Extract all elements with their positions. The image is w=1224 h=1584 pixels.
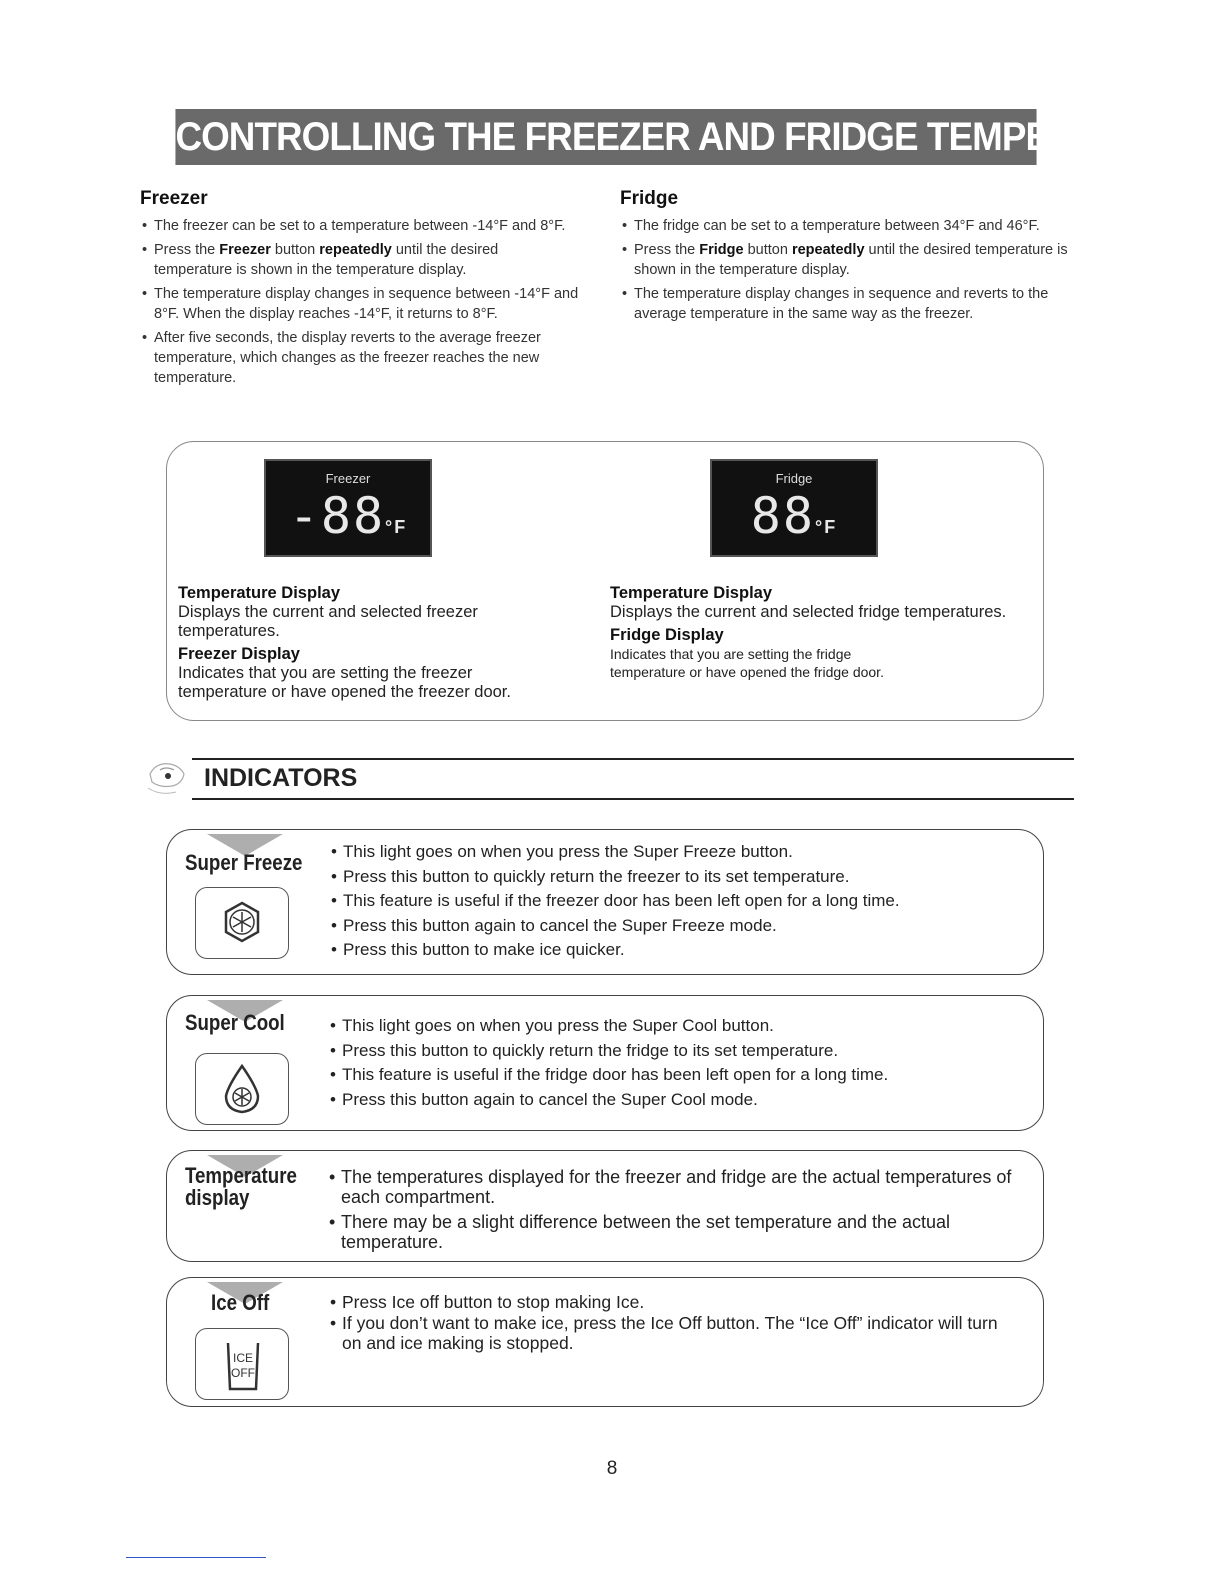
temperature-display-heading-line2: display: [185, 1185, 250, 1210]
indicators-rule-bottom: [192, 798, 1074, 800]
fridge-lcd-digits: 88: [750, 487, 815, 545]
bottom-link-line: [126, 1557, 266, 1558]
super-cool-bullets: [330, 1014, 1020, 1112]
freezer-bullet-3: [140, 284, 580, 324]
ice-off-bullets: [330, 1292, 1020, 1354]
freezer-bullet-2-mid: button: [270, 242, 320, 258]
ice-off-button[interactable]: [195, 1328, 289, 1400]
freezer-display-description: Indicates that you are setting the freezer temperature or have opened the freezer door.: [178, 664, 511, 701]
super-cool-card: [166, 995, 1044, 1131]
fridge-display-description: Indicates that you are setting the fridge temperature or have opened the fridge door.: [610, 646, 884, 680]
fridge-bullet-2-bold2: repeatedly: [791, 242, 865, 258]
super-cool-bullet: • Press this button to quickly return the fridge to its set temperature.: [330, 1039, 1020, 1064]
display-panel: [166, 441, 1044, 721]
super-freeze-bullet: • Press this button again to cancel the Super Freeze mode.: [331, 914, 1021, 939]
freezer-bullets: [140, 216, 580, 388]
super-cool-bullet: • This feature is useful if the fridge door has been left open for a long time.: [330, 1063, 1020, 1088]
freezer-bullet-2-bold2: repeatedly: [319, 242, 392, 258]
freezer-heading: Freezer: [140, 188, 208, 209]
freezer-bullet-2: [140, 240, 580, 280]
fridge-bullet-3-text: The temperature display changes in sequence and reverts to the average temperature in the same way as the freezer.: [634, 286, 1049, 322]
freezer-bullet-1: [140, 216, 580, 236]
super-cool-bullet: • This light goes on when you press the Super Cool button.: [330, 1014, 1020, 1039]
fridge-temp-display-heading: Temperature Display: [610, 584, 773, 602]
super-freeze-bullets: [331, 840, 1021, 963]
temperature-display-bullets: [329, 1167, 1024, 1257]
indicators-rule-top: [192, 758, 1074, 760]
fridge-bullet-2: [620, 240, 1075, 280]
ice-off-bullet: • Press Ice off button to stop making Ice.: [330, 1292, 1020, 1312]
freezer-lcd-digits: -88: [288, 487, 386, 545]
snowflake-icon: [196, 888, 288, 958]
super-cool-bullet: • Press this button again to cancel the Super Cool mode.: [330, 1088, 1020, 1113]
freezer-lcd: [264, 459, 432, 557]
off-icon-text: OFF: [231, 1366, 255, 1380]
freezer-bullet-2-post: until the desired temperature is shown in the temperature display.: [154, 242, 499, 278]
page-number: 8: [606, 1458, 618, 1479]
fridge-lcd-unit: °F: [815, 517, 838, 537]
super-freeze-button[interactable]: [195, 887, 289, 959]
ice-off-bullet: • If you don’t want to make ice, press the Ice Off button. The “Ice Off” indicator will turn on and ice making is stopped.: [330, 1313, 1020, 1353]
fridge-column: [620, 188, 1075, 328]
ice-cup-icon: [196, 1329, 288, 1399]
freezer-lcd-label: Freezer: [325, 471, 371, 486]
freezer-display-text: [178, 584, 538, 702]
fridge-temp-display-text: Displays the current and selected fridge temperatures.: [610, 603, 1007, 621]
freezer-bullet-4-text: After five seconds, the display reverts to the average freezer temperature, which changes as the freezer reaches the new temperature.: [154, 330, 541, 386]
freezer-temp-display-heading: Temperature Display: [178, 584, 341, 602]
fridge-bullet-1: [620, 216, 1075, 236]
super-cool-heading: Super Cool: [185, 1010, 285, 1035]
super-freeze-bullet: • Press this button to make ice quicker.: [331, 938, 1021, 963]
freezer-bullet-2-bold1: Freezer: [219, 242, 271, 258]
fridge-lcd: [710, 459, 878, 557]
ice-off-card: [166, 1277, 1044, 1407]
fridge-bullet-3: [620, 284, 1075, 324]
freezer-bullet-3-text: The temperature display changes in sequence between -14°F and 8°F. When the display reaches -14°F, it returns to 8°F.: [154, 286, 579, 322]
super-freeze-bullet: • This feature is useful if the freezer door has been left open for a long time.: [331, 889, 1021, 914]
indicators-title: INDICATORS: [204, 764, 358, 792]
fridge-bullet-1-text: The fridge can be set to a temperature between 34°F and 46°F.: [634, 218, 1040, 234]
super-freeze-card: [166, 829, 1044, 975]
fridge-bullets: [620, 216, 1075, 324]
fridge-lcd-value: [712, 487, 876, 545]
temperature-display-card: [166, 1150, 1044, 1262]
temperature-display-bullet: • The temperatures displayed for the freezer and fridge are the actual temperatures of each compartment.: [329, 1167, 1024, 1207]
super-freeze-bullet: • This light goes on when you press the Super Freeze button.: [331, 840, 1021, 865]
freezer-bullet-1-text: The freezer can be set to a temperature between -14°F and 8°F.: [154, 218, 566, 234]
super-cool-button[interactable]: [195, 1053, 289, 1125]
fridge-bullet-2-mid: button: [743, 242, 792, 258]
temperature-display-heading: [185, 1165, 297, 1209]
temperature-display-heading-line1: Temperature: [185, 1163, 297, 1188]
fridge-lcd-label: Fridge: [775, 471, 813, 486]
freezer-lcd-value: [266, 487, 430, 545]
freezer-column: [140, 188, 580, 392]
ice-icon-text: ICE: [232, 1351, 254, 1365]
temperature-display-bullet: • There may be a slight difference between the set temperature and the actual temperature.: [329, 1212, 1024, 1252]
fridge-heading: Fridge: [620, 188, 679, 209]
fridge-display-heading: Fridge Display: [610, 626, 724, 644]
freezer-lcd-unit: °F: [385, 517, 408, 537]
page-banner-title: CONTROLLING THE FREEZER AND FRIDGE TEMPERATURES: [175, 109, 1036, 165]
freezer-bullet-2-pre: Press the: [154, 242, 220, 258]
super-freeze-heading: Super Freeze: [185, 850, 303, 875]
fridge-bullet-2-bold1: Fridge: [699, 242, 744, 258]
super-freeze-bullet: • Press this button to quickly return the freezer to its set temperature.: [331, 865, 1021, 890]
fridge-bullet-2-pre: Press the: [634, 242, 700, 258]
ice-off-heading: Ice Off: [211, 1290, 270, 1315]
fridge-display-text: [610, 584, 1030, 681]
water-drop-icon: [196, 1054, 288, 1124]
freezer-bullet-4: [140, 328, 580, 388]
hand-pointer-icon: [146, 752, 190, 802]
fridge-bullet-2-post: until the desired temperature is shown in the temperature display.: [634, 242, 1068, 278]
freezer-display-heading: Freezer Display: [178, 645, 300, 663]
freezer-temp-display-text: Displays the current and selected freezer temperatures.: [178, 603, 478, 640]
